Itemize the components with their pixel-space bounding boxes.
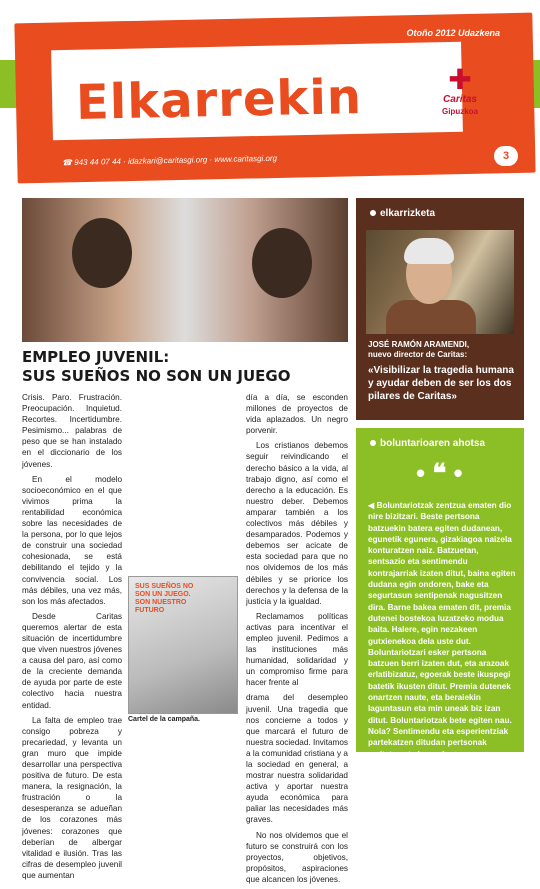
volunteer-text: ◀ Boluntariotzak zentzua ematen dio nire bizitzari. Beste pertsona batzuekin batera egiten dudanean, egunetik egunera, gizakiagoa naizela konturatzen naiz. Batzuetan, sentsazio eta sentimendu kontrajarriak izaten ditut, baina egiten dudana egin ondoren, bake eta segurtasun sentipenak nagusitzen dira. Barne bakea ematen dit, premia dutenei bostekoa luzatzeko modua baita. Halere, egin nezakeen gutxienekoa dela uste dut. Boluntariotzari esker pertsona batzuen berri izaten dut, eta arazoak erlatibizatuz, egoerak beste ikuspegi batetik ikusten ditut. Premia dutenek onartzen naute, eta beraiekin laguntasun eta min uneak biz izan ditut. Boluntariotzak bete egiten nau. Nola? Sentimendu eta esperientziak partekatzen ditudan pertsonak maitatuz eta lagunduz ▶. <box>368 501 516 759</box>
paragraph: Desde Caritas queremos alertar de esta situación de incertidumbre que viven nuestros jóvenes a causa del paro, así como de la creciente demanda de ayuda por parte de este colectivo hacia nuestra entidad. <box>22 611 122 710</box>
poster-text: SUS SUEÑOS NO SON UN JUEGO. SON NUESTRO FUTURO <box>135 583 194 614</box>
photo-hair <box>404 238 454 264</box>
caritas-logo <box>432 66 488 116</box>
photo-shirt <box>386 300 476 334</box>
paragraph: Crisis. Paro. Frustración. Preocupación. Inquietud. Recortes. Incertidumbre. Pesimismo... palabras de peso que se han instalado en el diccionario de los jóvenes. <box>22 393 122 469</box>
paragraph: día a día, se esconden millones de proyectos de vida aplazados. Un negro porvenir. <box>246 393 348 436</box>
article-photo <box>22 198 348 342</box>
interview-label <box>370 208 435 219</box>
article-column-1 <box>22 392 122 885</box>
interview-label-text: elkarrizketa <box>380 208 436 219</box>
headline-line-2: SUS SUEÑOS NO SON UN JUEGO <box>22 367 291 385</box>
interview-photo <box>366 230 514 334</box>
logo-name: Caritas <box>443 94 477 105</box>
quote-icon: • ❝ • <box>416 458 463 488</box>
contact-line: ☎ 943 44 07 44 · idazkari@caritasgi.org · www.caritasgi.org <box>61 153 278 168</box>
article-headline <box>22 348 290 386</box>
interviewee-role: nuevo director de Caritas: <box>368 350 468 359</box>
paragraph: No nos olvidemos que el futuro se construirá con los proyectos, objetivos, propósitos, aspiraciones que alcancen los jóvenes. <box>246 830 348 884</box>
bullet-icon <box>370 440 376 446</box>
paragraph: Reclamamos políticas activas para incentivar el empleo juvenil. Pedimos a las instituciones más humanidad, solidaridad y un compromiso firme para hacer frente al <box>246 611 348 688</box>
paragraph: En el modelo socioeconómico en el que vivimos prima la rentabilidad económica sobre las necesidades de la persona, por lo que lejos de construir una sociedad cohesionada, se está debilitando el tejido y la convivencia social. Los más débiles, una vez más, son los más afectados. <box>22 474 122 606</box>
article-column-2 <box>246 392 348 889</box>
headline-line-1: EMPLEO JUVENIL: <box>22 348 170 366</box>
page-number: 3 <box>494 146 518 166</box>
paragraph: Los cristianos debemos seguir reivindicando el derecho básico a la vida, al trabajo digno, así como el derecho a la educación. Es nuestro deber. Debemos amparar también a los colectivos más débiles y desamparados. Podemos y debemos ser acicate de esta sociedad para que no nos olvidemos de los más débiles y se priorice los derechos y la defensa de la justicia y la igualdad. <box>246 441 348 606</box>
volunteer-label-text: boluntarioaren ahotsa <box>380 438 486 449</box>
volunteer-label <box>370 438 485 449</box>
issue-date: Otoño 2012 Udazkena <box>406 28 500 38</box>
volunteer-box <box>356 428 524 759</box>
paragraph: drama del desempleo juvenil. Una tragedia que nos concierne a todos y que marcará el futuro de nuestra sociedad. Invitamos a la comunidad cristiana y a la sociedad en general, a mostrar nuestra solidaridad activa y aportar nuestra ayuda económica para paliar las necesidades más graves. <box>246 693 348 825</box>
paragraph: La falta de empleo trae consigo pobreza y precariedad, y levanta un gran muro que impide desarrollar una perspectiva positiva de futuro. De esta manera, la resignación, la frustración o la desesperanza se adueñan de los corazones más jóvenes: corazones que deberían de albergar vitalidad e ilusión. Tras las cifras de desempleo juvenil que aumentan <box>22 715 122 880</box>
logo-region: Gipuzkoa <box>441 107 478 116</box>
interviewee-name: JOSÉ RAMÓN ARAMENDI, <box>368 340 470 349</box>
photo-figure-right <box>252 228 312 298</box>
cross-icon: ✚ <box>448 64 472 95</box>
poster-caption: Cartel de la campaña. <box>128 716 200 723</box>
newsletter-title: Elkarrekin <box>75 69 363 131</box>
interview-box <box>356 198 524 420</box>
bullet-icon <box>370 210 376 216</box>
photo-figure-left <box>72 218 132 288</box>
campaign-poster <box>128 576 238 714</box>
interview-quote: «Visibilizar la tragedia humana y ayudar deben de ser los dos pilares de Caritas» <box>368 365 514 402</box>
